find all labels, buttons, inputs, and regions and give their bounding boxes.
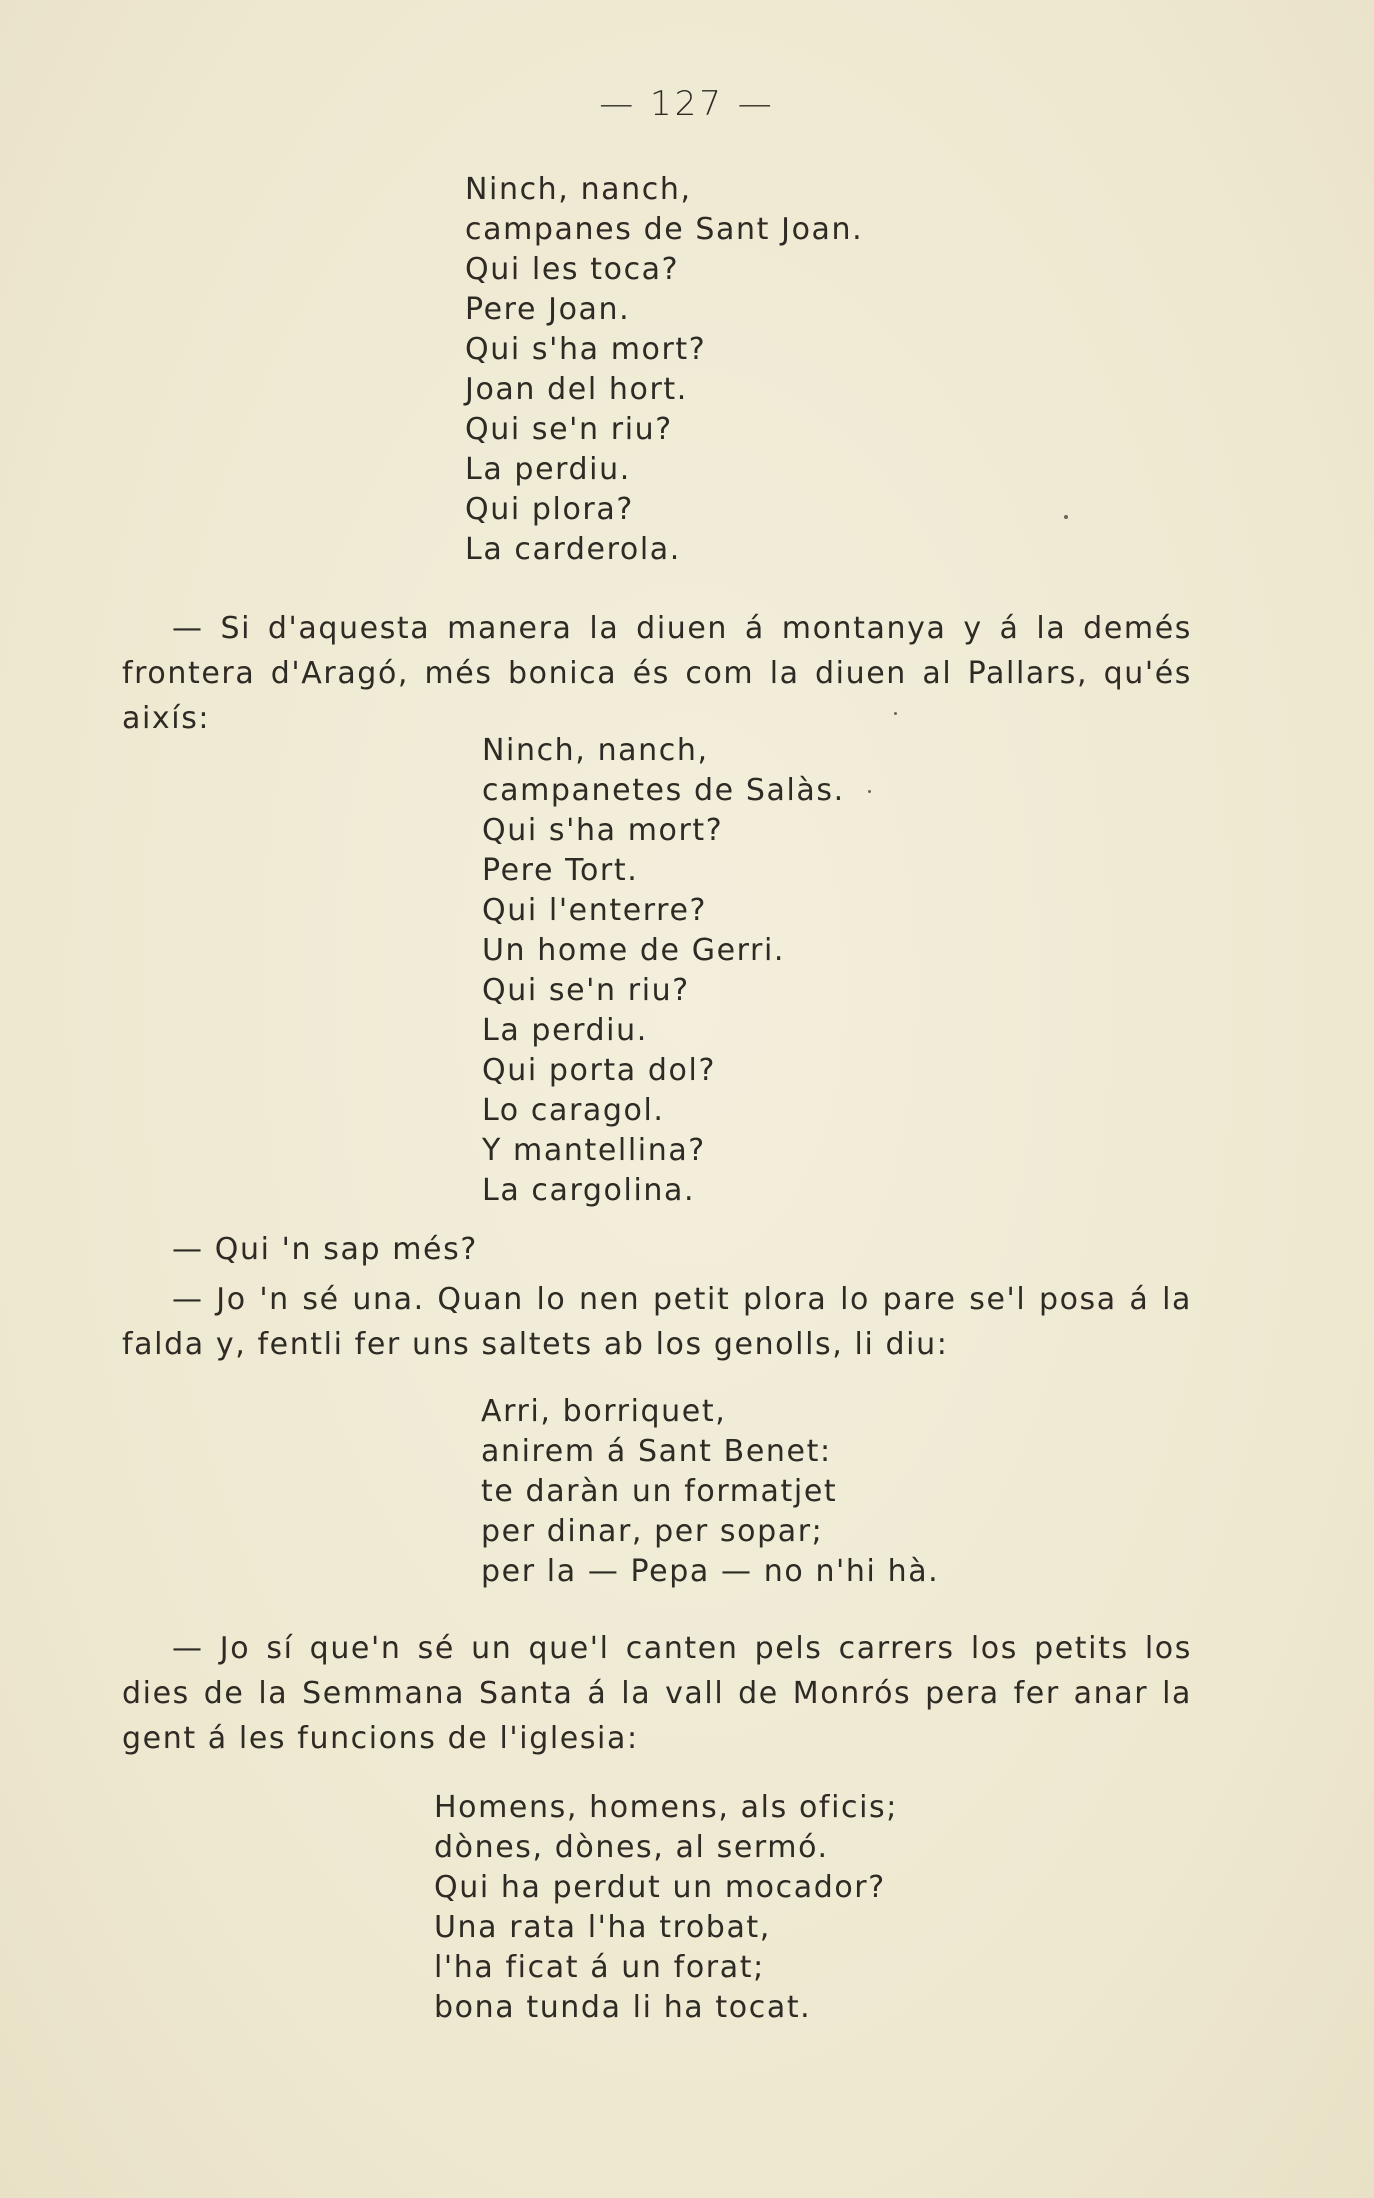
verse-line: Un home de Gerri. — [482, 933, 786, 968]
verse-line: per la — Pepa — no n'hi hà. — [481, 1554, 940, 1589]
verse-ninch-nanch — [465, 170, 863, 570]
verse-line: Qui se'n riu? — [482, 973, 690, 1008]
verse-line: La cargolina. — [482, 1173, 696, 1208]
verse-line: Una rata l'ha trobat, — [434, 1910, 771, 1945]
verse-line: campanetes de Salàs. — [482, 773, 845, 808]
verse-line: Arri, borriquet, — [481, 1394, 727, 1429]
verse-line: La perdiu. — [465, 452, 631, 487]
verse-line: Qui s'ha mort? — [465, 332, 707, 367]
paragraph-text: — Si d'aquesta manera la diuen á montanya y á la demés frontera d'Aragó, més bonica és com la diuen al Pallars, qu'és aixís: — [122, 611, 1192, 736]
verse-line: Qui plora? — [465, 492, 634, 527]
dialogue-qui-n-sap: — Qui 'n sap més? — [172, 1232, 478, 1267]
verse-line: Qui les toca? — [465, 252, 680, 287]
verse-line: Qui se'n riu? — [465, 412, 673, 447]
verse-line: Qui l'enterre? — [482, 893, 708, 928]
verse-arri-borriquet — [481, 1392, 939, 1592]
verse-line: Lo caragol. — [482, 1093, 665, 1128]
paragraph-text: — Jo sí que'n sé un que'l canten pels carrers los petits los dies de la Semmana Santa á la vall de Monrós pera fer anar la gent á les funcions de l'iglesia: — [122, 1631, 1192, 1756]
print-speck — [1064, 515, 1068, 519]
verse-line: Joan del hort. — [465, 372, 688, 407]
verse-line: dònes, dònes, al sermó. — [434, 1830, 829, 1865]
verse-line: La perdiu. — [482, 1013, 648, 1048]
verse-line: campanes de Sant Joan. — [465, 212, 864, 247]
verse-pallars — [482, 731, 845, 1211]
verse-line: te daràn un formatjet — [481, 1474, 838, 1509]
paragraph-text: — Jo 'n sé una. Quan lo nen petit plora lo pare se'l posa á la falda y, fentli fer uns saltets ab los genolls, li diu: — [122, 1282, 1192, 1362]
paragraph-monros — [122, 1626, 1192, 1761]
verse-line: anirem á Sant Benet: — [481, 1434, 832, 1469]
verse-line: Qui s'ha mort? — [482, 813, 724, 848]
verse-line: La carderola. — [465, 532, 681, 567]
verse-homens — [434, 1788, 898, 2028]
verse-line: Homens, homens, als oficis; — [434, 1790, 898, 1825]
paragraph-borriquet-intro — [122, 1277, 1192, 1367]
verse-line: Pere Joan. — [465, 292, 631, 327]
verse-line: Ninch, nanch, — [482, 733, 709, 768]
print-speck — [894, 712, 897, 715]
verse-line: Qui porta dol? — [482, 1053, 716, 1088]
page-number: — 127 — — [599, 84, 775, 124]
verse-line: Y mantellina? — [482, 1133, 706, 1168]
print-speck — [868, 790, 871, 793]
verse-line: l'ha ficat á un forat; — [434, 1950, 765, 1985]
verse-line: Pere Tort. — [482, 853, 639, 888]
paragraph-aragon — [122, 606, 1192, 741]
verse-line: per dinar, per sopar; — [481, 1514, 824, 1549]
verse-line: Ninch, nanch, — [465, 172, 692, 207]
verse-line: bona tunda li ha tocat. — [434, 1990, 812, 2025]
verse-line: Qui ha perdut un mocador? — [434, 1870, 886, 1905]
